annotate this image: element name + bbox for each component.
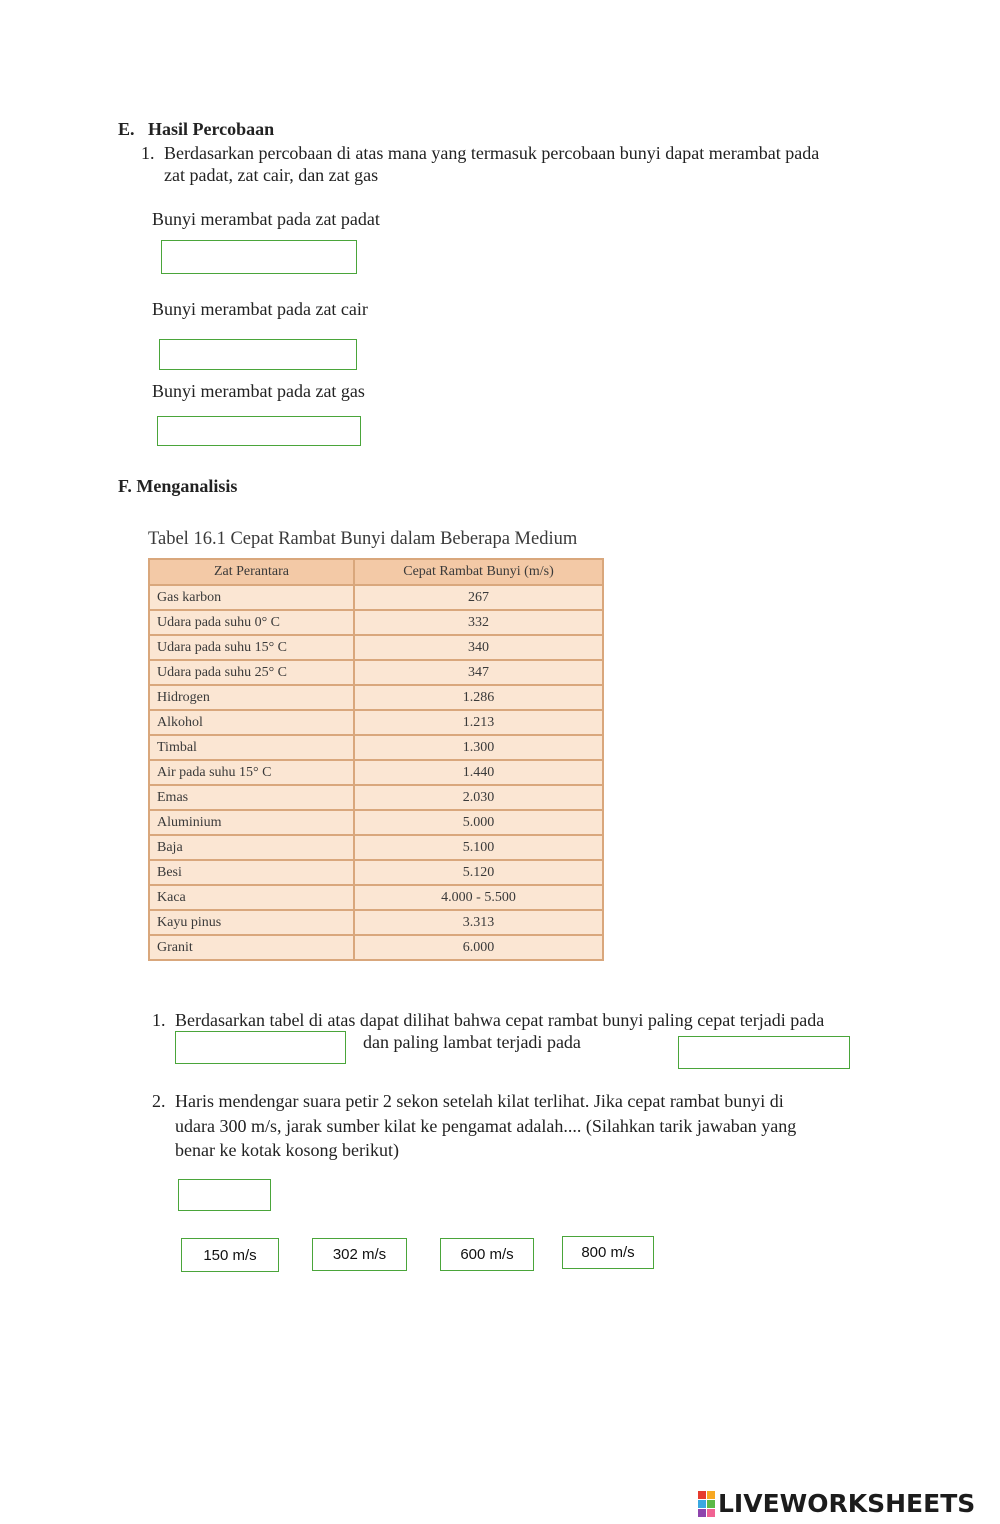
speed-cell: 6.000 — [354, 935, 603, 960]
logo-square — [707, 1491, 715, 1499]
medium-cell: Gas karbon — [149, 585, 354, 610]
slowest-answer-box[interactable] — [678, 1036, 850, 1069]
medium-cell: Udara pada suhu 15° C — [149, 635, 354, 660]
section-e-heading — [118, 118, 274, 140]
table-row — [149, 910, 603, 935]
logo-square — [698, 1500, 706, 1508]
section-f-q2-number: 2. — [152, 1091, 166, 1111]
section-f-q1-line1: Berdasarkan tabel di atas dapat dilihat bahwa cepat rambat bunyi paling cepat terjadi pada — [175, 1010, 825, 1030]
medium-cell: Kaca — [149, 885, 354, 910]
speed-cell: 5.000 — [354, 810, 603, 835]
table-row — [149, 710, 603, 735]
section-e-title: Hasil Percobaan — [148, 119, 275, 139]
table-row — [149, 735, 603, 760]
table-header-row — [149, 559, 603, 585]
speed-cell: 4.000 - 5.500 — [354, 885, 603, 910]
speed-cell: 1.440 — [354, 760, 603, 785]
table-row — [149, 610, 603, 635]
solid-answer-box[interactable] — [161, 240, 357, 274]
section-f-q2-line1: Haris mendengar suara petir 2 sekon setelah kilat terlihat. Jika cepat rambat bunyi di — [175, 1091, 784, 1111]
logo-square — [707, 1500, 715, 1508]
option-600[interactable]: 600 m/s — [440, 1238, 534, 1271]
medium-cell: Alkohol — [149, 710, 354, 735]
section-e-q1-line1: Berdasarkan percobaan di atas mana yang termasuk percobaan bunyi dapat merambat pada — [164, 143, 820, 163]
speed-cell: 5.100 — [354, 835, 603, 860]
section-e-q1-line2: zat padat, zat cair, dan zat gas — [164, 165, 379, 185]
speed-cell: 1.213 — [354, 710, 603, 735]
section-f-q2-line2: udara 300 m/s, jarak sumber kilat ke pengamat adalah.... (Silahkan tarik jawaban yang — [175, 1116, 797, 1136]
logo-square — [707, 1509, 715, 1517]
header-speed: Cepat Rambat Bunyi (m/s) — [354, 559, 603, 585]
question-number: 1. — [141, 143, 155, 163]
option-150[interactable]: 150 m/s — [181, 1238, 279, 1272]
logo-square — [698, 1509, 706, 1517]
drop-target-box[interactable] — [178, 1179, 271, 1211]
section-f-q2-line3: benar ke kotak kosong berikut) — [175, 1140, 399, 1160]
section-f-q1-number: 1. — [152, 1010, 166, 1030]
table-row — [149, 885, 603, 910]
option-800[interactable]: 800 m/s — [562, 1236, 654, 1269]
medium-cell: Hidrogen — [149, 685, 354, 710]
medium-cell: Kayu pinus — [149, 910, 354, 935]
liquid-label: Bunyi merambat pada zat cair — [152, 299, 368, 319]
speed-cell: 347 — [354, 660, 603, 685]
section-e-q1 — [141, 142, 155, 164]
liveworksheets-logo[interactable] — [698, 1489, 975, 1518]
option-302[interactable]: 302 m/s — [312, 1238, 407, 1271]
table-row — [149, 635, 603, 660]
speed-cell: 2.030 — [354, 785, 603, 810]
section-e-letter: E. — [118, 119, 135, 139]
medium-cell: Udara pada suhu 25° C — [149, 660, 354, 685]
section-f-heading: F. Menganalisis — [118, 476, 238, 496]
table-row — [149, 860, 603, 885]
table-row — [149, 835, 603, 860]
speed-cell: 267 — [354, 585, 603, 610]
gas-label: Bunyi merambat pada zat gas — [152, 381, 365, 401]
table-row — [149, 660, 603, 685]
medium-cell: Besi — [149, 860, 354, 885]
speed-cell: 340 — [354, 635, 603, 660]
table-row — [149, 785, 603, 810]
table-row — [149, 685, 603, 710]
section-f-q1-middle: dan paling lambat terjadi pada — [363, 1032, 581, 1052]
fastest-answer-box[interactable] — [175, 1031, 346, 1064]
speed-cell: 1.300 — [354, 735, 603, 760]
table-row — [149, 760, 603, 785]
logo-text: LIVEWORKSHEETS — [718, 1489, 976, 1518]
table-row — [149, 810, 603, 835]
medium-cell: Baja — [149, 835, 354, 860]
speed-table — [148, 558, 604, 961]
medium-cell: Granit — [149, 935, 354, 960]
speed-cell: 1.286 — [354, 685, 603, 710]
table-row — [149, 935, 603, 960]
medium-cell: Udara pada suhu 0° C — [149, 610, 354, 635]
header-medium: Zat Perantara — [149, 559, 354, 585]
speed-cell: 332 — [354, 610, 603, 635]
solid-label: Bunyi merambat pada zat padat — [152, 209, 380, 229]
gas-answer-box[interactable] — [157, 416, 361, 446]
table-title: Tabel 16.1 Cepat Rambat Bunyi dalam Beberapa Medium — [148, 529, 578, 549]
speed-cell: 5.120 — [354, 860, 603, 885]
medium-cell: Timbal — [149, 735, 354, 760]
speed-cell: 3.313 — [354, 910, 603, 935]
medium-cell: Emas — [149, 785, 354, 810]
table-row — [149, 585, 603, 610]
liquid-answer-box[interactable] — [159, 339, 357, 370]
liveworksheets-logo-icon — [698, 1491, 715, 1517]
medium-cell: Air pada suhu 15° C — [149, 760, 354, 785]
medium-cell: Aluminium — [149, 810, 354, 835]
logo-square — [698, 1491, 706, 1499]
